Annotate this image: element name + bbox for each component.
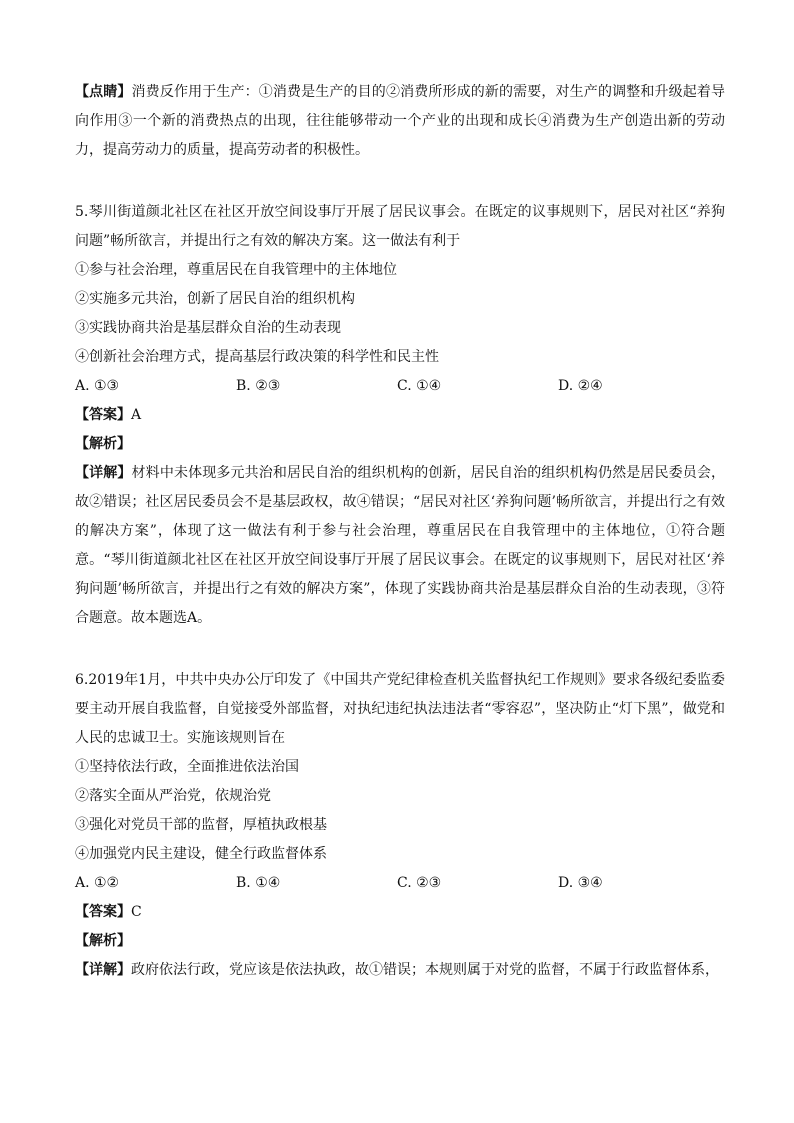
q6-answer-value: C <box>131 904 142 920</box>
q5-item-1: ①参与社会治理，尊重居民在自我管理中的主体地位 <box>75 262 397 278</box>
q6-option-d: D. ③④ <box>558 875 603 891</box>
q6-jiexi-tag: 【解析】 <box>75 933 131 949</box>
q5-detail-text: 材料中未体现多元共治和居民自治的组织机构的创新，居民自治的组织机构仍然是居民委员会，故②错误；社区居民委员会不是基层政权，故④错误；“居民对社区‘养狗问题’畅所欲言，并提出行之有效的解决方案”，体现了这一做法有利于参与社会治理，尊重居民在自我管理中的主体地位，①符合题意。“琴川街道颜北社区在社区开放空间设事厅开展了居民议事会。在既定的议事规则下，居民对社区‘养狗问题’畅所欲言，并提出行之有效的解决方案”，体现了实践协商共治是基层群众自治的生动表现，③符合题意。故本题选A。 <box>75 465 726 626</box>
q6-answer <box>75 898 725 927</box>
q6-options <box>75 869 725 898</box>
q6-item-2: ②落实全面从严治党，依规治党 <box>75 788 271 804</box>
question-6 <box>75 666 725 985</box>
document-page <box>75 78 725 985</box>
q5-item-4: ④创新社会治理方式，提高基层行政决策的科学性和民主性 <box>75 349 439 365</box>
q5-option-c: C. ①④ <box>397 378 442 394</box>
q6-answer-tag: 【答案】 <box>75 904 131 920</box>
dianjing-text: 消费反作用于生产：①消费是生产的目的②消费所形成的新的需要，对生产的调整和升级起着导向作用③一个新的消费热点的出现，往往能够带动一个产业的出现和成长④消费为生产创造出新的劳动力，提高劳动力的质量，提高劳动者的积极性。 <box>75 84 726 158</box>
q6-stem: 6.2019年1月，中共中央办公厅印发了《中国共产党纪律检查机关监督执纪工作规则》要求各级纪委监委要主动开展自我监督，自觉接受外部监督，对执纪违纪执法违法者“零容忍”，坚决防止“灯下黑”，做党和人民的忠诚卫士。实施该规则旨在 <box>75 672 725 746</box>
q6-detail-text: 政府依法行政，党应该是依法执政，故①错误；本规则属于对党的监督，不属于行政监督体系， <box>131 962 719 978</box>
q5-stem: 5.琴川街道颜北社区在社区开放空间设事厅开展了居民议事会。在既定的议事规则下，居民对社区“养狗问题”畅所欲言，并提出行之有效的解决方案。这一做法有利于 <box>75 204 725 249</box>
q5-answer <box>75 401 725 430</box>
dianjing-tag: 【点睛】 <box>75 84 132 100</box>
q5-item-2: ②实施多元共治，创新了居民自治的组织机构 <box>75 291 355 307</box>
q6-option-b: B. ①④ <box>236 875 281 891</box>
q5-answer-value: A <box>131 407 142 423</box>
q5-answer-tag: 【答案】 <box>75 407 131 423</box>
q5-jiexi-tag: 【解析】 <box>75 436 131 452</box>
q5-options <box>75 372 725 401</box>
q5-detail-tag: 【详解】 <box>75 465 132 481</box>
q6-option-a: A. ①② <box>75 875 120 891</box>
q6-option-c: C. ②③ <box>397 875 442 891</box>
q5-item-3: ③实践协商共治是基层群众自治的生动表现 <box>75 320 341 336</box>
q6-item-3: ③强化对党员干部的监督，厚植执政根基 <box>75 817 327 833</box>
q6-detail <box>75 956 725 985</box>
dianjing-paragraph <box>75 78 725 165</box>
q5-detail <box>75 459 725 633</box>
q6-item-1: ①坚持依法行政，全面推进依法治国 <box>75 759 299 775</box>
q5-option-d: D. ②④ <box>558 378 603 394</box>
q5-option-b: B. ②③ <box>236 378 281 394</box>
question-5 <box>75 198 725 633</box>
q5-option-a: A. ①③ <box>75 378 120 394</box>
q6-item-4: ④加强党内民主建设，健全行政监督体系 <box>75 846 327 862</box>
q6-detail-tag: 【详解】 <box>75 962 131 978</box>
